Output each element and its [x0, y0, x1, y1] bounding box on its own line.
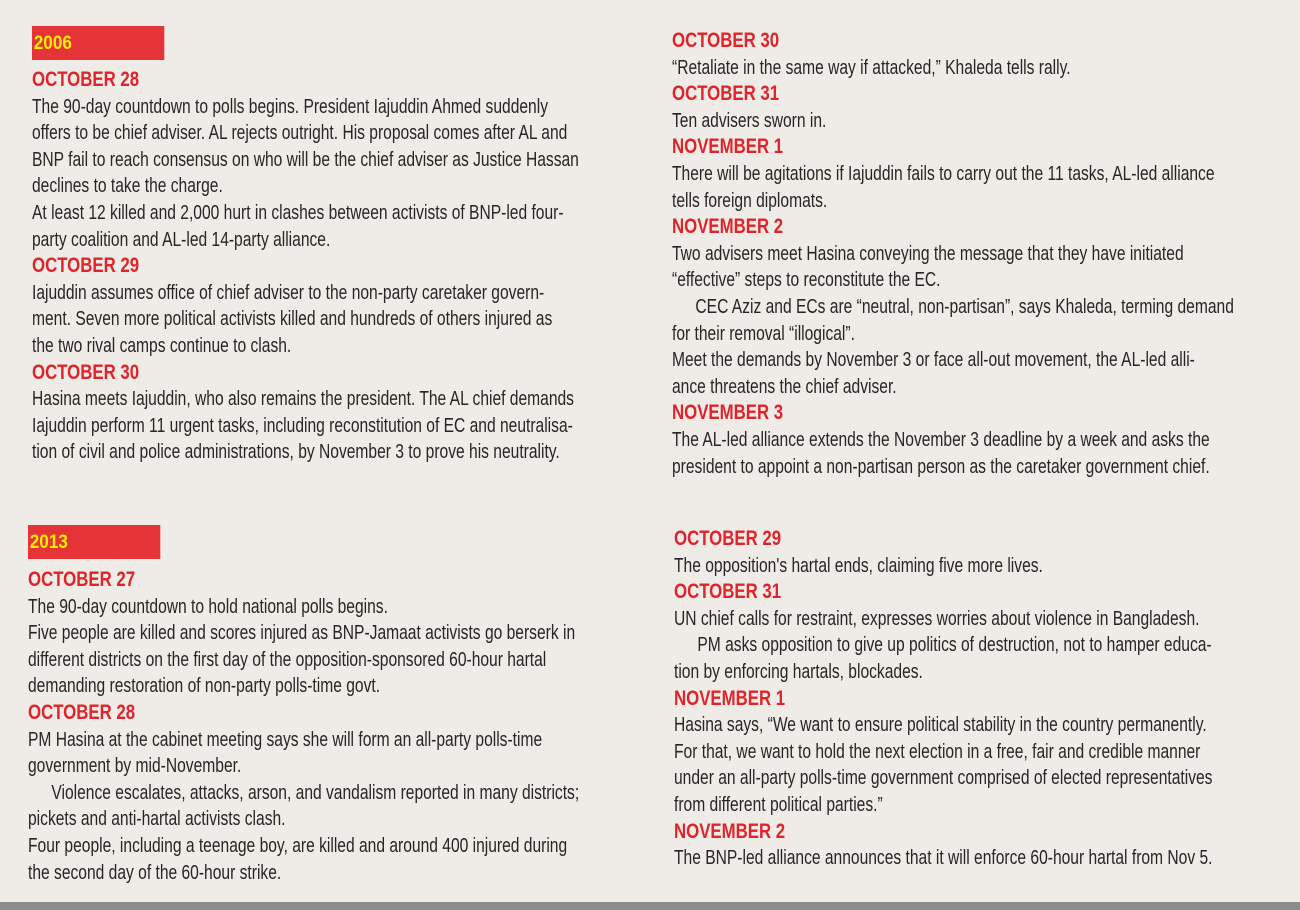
entry-date: OCTOBER 28	[32, 68, 140, 91]
timeline-entry	[672, 214, 1300, 400]
timeline-entry	[674, 579, 1300, 685]
entry-text-line: ance threatens the chief adviser.	[672, 375, 897, 398]
entry-text-line: tion of civil and police administrations, by November 3 to prove his neutrality.	[32, 441, 560, 464]
entry-text-line: Two advisers meet Hasina conveying the message that they have initiated	[672, 242, 1184, 265]
entry-text-line: declines to take the charge.	[32, 175, 223, 198]
timeline-2006-right-column	[672, 28, 1300, 480]
entry-text-line: offers to be chief adviser. AL rejects outright. His proposal comes after AL and	[32, 122, 568, 145]
timeline-entry	[674, 686, 1300, 819]
timeline-entry	[674, 819, 1300, 872]
entry-text-line: president to appoint a non-partisan person as the caretaker government chief.	[672, 455, 1210, 478]
entry-date: NOVEMBER 2	[674, 819, 786, 843]
timeline-2013-left-column	[28, 567, 735, 886]
entry-text-line: Violence escalates, attacks, arson, and vandalism reported in many districts;	[51, 781, 580, 804]
entry-date: OCTOBER 30	[32, 360, 140, 384]
year-badge-2006: 2006	[32, 26, 164, 60]
entry-text-line: tion by enforcing hartals, blockades.	[674, 660, 923, 683]
entry-text-line: for their removal “illogical”.	[672, 322, 855, 345]
timeline-entry	[28, 700, 735, 886]
entry-date: OCTOBER 28	[28, 700, 136, 724]
timeline-entry	[672, 400, 1300, 480]
timeline-entry	[32, 67, 733, 253]
entry-text-line: demanding restoration of non-party polls-time govt.	[28, 675, 381, 698]
entry-date: OCTOBER 29	[32, 254, 140, 278]
entry-text-line: Hasina meets Iajuddin, who also remains the president. The AL chief demands	[32, 388, 574, 411]
entry-text-line: the second day of the 60-hour strike.	[28, 861, 282, 884]
entry-text-line: “effective” steps to reconstitute the EC.	[672, 269, 941, 292]
entry-date: OCTOBER 31	[672, 82, 780, 106]
entry-date: NOVEMBER 1	[674, 686, 786, 710]
entry-text-line: BNP fail to reach consensus on who will be the chief adviser as Justice Hassan	[32, 148, 579, 171]
entry-date: NOVEMBER 3	[672, 401, 784, 425]
entry-date: OCTOBER 31	[674, 580, 782, 604]
entry-date: OCTOBER 30	[672, 29, 780, 52]
entry-text-line: Ten advisers sworn in.	[672, 109, 827, 132]
entry-text-line: “Retaliate in the same way if attacked,” Khaleda tells rally.	[672, 56, 1071, 79]
entry-text-line: from different political parties.”	[674, 793, 883, 816]
entry-text-line: The 90-day countdown to polls begins. President Iajuddin Ahmed suddenly	[32, 95, 549, 118]
entry-date: NOVEMBER 1	[672, 135, 784, 159]
timeline-2006-left-column	[32, 67, 733, 466]
entry-text-line: Hasina says, “We want to ensure political stability in the country permanently.	[674, 714, 1207, 737]
entry-text-line: Five people are killed and scores injured as BNP-Jamaat activists go berserk in	[28, 622, 576, 645]
entry-text-line: tells foreign diplomats.	[672, 189, 828, 212]
entry-text-line: For that, we want to hold the next election in a free, fair and credible manner	[674, 740, 1201, 763]
entry-text-line: CEC Aziz and ECs are “neutral, non-partisan”, says Khaleda, terming demand	[695, 295, 1234, 318]
entry-text-line: Meet the demands by November 3 or face all-out movement, the AL-led alli-	[672, 349, 1195, 372]
entry-text-line: ment. Seven more political activists killed and hundreds of others injured as	[32, 308, 553, 331]
timeline-entry	[32, 253, 733, 359]
entry-text-line: The opposition's hartal ends, claiming five more lives.	[674, 554, 1043, 577]
timeline-entry	[672, 28, 1300, 81]
entry-text-line: UN chief calls for restraint, expresses worries about violence in Bangladesh.	[674, 607, 1200, 630]
entry-text-line: Iajuddin perform 11 urgent tasks, including reconstitution of EC and neutralisa-	[32, 414, 573, 437]
entry-date: OCTOBER 27	[28, 568, 136, 591]
entry-text-line: under an all-party polls-time government comprised of elected representatives	[674, 767, 1213, 790]
timeline-entry	[28, 567, 735, 700]
entry-text-line: The 90-day countdown to hold national polls begins.	[28, 595, 388, 618]
entry-text-line: Four people, including a teenage boy, are killed and around 400 injured during	[28, 834, 568, 857]
timeline-entry	[672, 134, 1300, 214]
timeline-entry	[674, 526, 1300, 579]
entry-text-line: PM Hasina at the cabinet meeting says she will form an all-party polls-time	[28, 728, 543, 751]
entry-text-line: the two rival camps continue to clash.	[32, 334, 292, 357]
bottom-divider-bar	[0, 902, 1300, 910]
entry-text-line: government by mid-November.	[28, 755, 242, 778]
entry-text-line: The BNP-led alliance announces that it will enforce 60-hour hartal from Nov 5.	[674, 847, 1213, 870]
entry-date: OCTOBER 29	[674, 527, 782, 550]
year-badge-2013: 2013	[28, 525, 160, 559]
entry-text-line: party coalition and AL-led 14-party alliance.	[32, 228, 331, 251]
entry-text-line: pickets and anti-hartal activists clash.	[28, 808, 286, 831]
entry-text-line: PM asks opposition to give up politics of destruction, not to hamper educa-	[697, 634, 1212, 657]
entry-date: NOVEMBER 2	[672, 215, 784, 239]
timeline-entry	[32, 360, 733, 466]
entry-text-line: There will be agitations if Iajuddin fails to carry out the 11 tasks, AL-led alliance	[672, 162, 1215, 185]
entry-text-line: Iajuddin assumes office of chief adviser to the non-party caretaker govern-	[32, 281, 545, 304]
entry-text-line: different districts on the first day of the opposition-sponsored 60-hour hartal	[28, 648, 547, 671]
entry-text-line: The AL-led alliance extends the November 3 deadline by a week and asks the	[672, 428, 1210, 451]
entry-text-line: At least 12 killed and 2,000 hurt in clashes between activists of BNP-led four-	[32, 201, 564, 224]
timeline-2013-right-column	[674, 526, 1300, 872]
timeline-entry	[672, 81, 1300, 134]
